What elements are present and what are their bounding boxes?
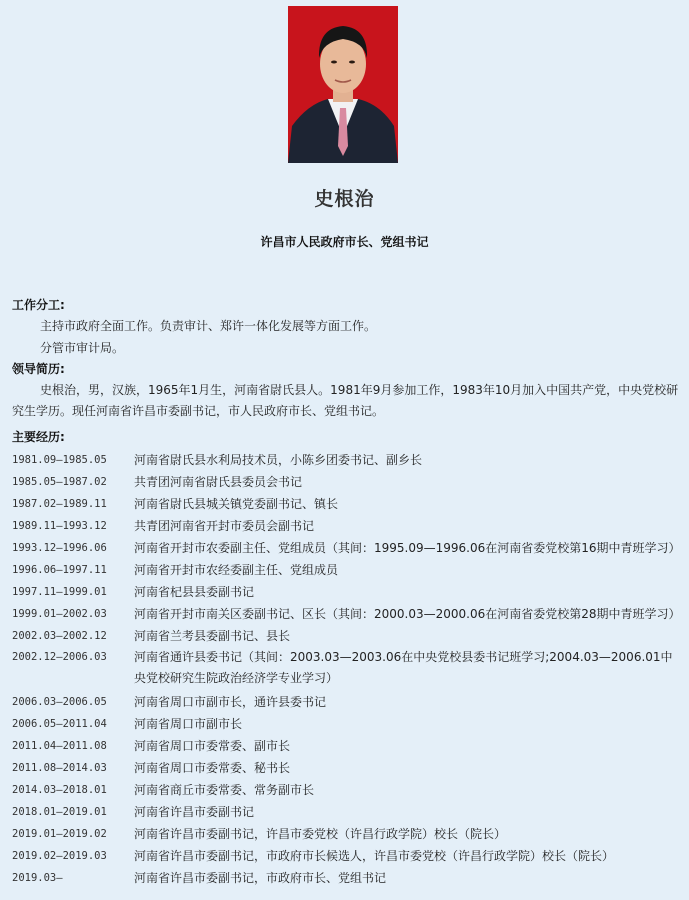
career-date: 1989.11—1993.12 bbox=[12, 520, 107, 532]
career-desc: 河南省许昌市委副书记 bbox=[134, 805, 255, 819]
career-date: 1981.09—1985.05 bbox=[12, 454, 107, 466]
career-row bbox=[12, 471, 684, 493]
career-desc: 河南省商丘市委常委、常务副市长 bbox=[134, 783, 315, 797]
career-date: 2002.12—2006.03 bbox=[12, 651, 107, 663]
person-title: 许昌市人民政府市长、党组书记 bbox=[260, 235, 429, 249]
career-date: 1985.05—1987.02 bbox=[12, 476, 107, 488]
career-row bbox=[12, 581, 684, 603]
career-desc: 河南省开封市农经委副主任、党组成员 bbox=[134, 563, 339, 577]
career-desc: 共青团河南省尉氏县委员会书记 bbox=[134, 475, 303, 489]
career-row bbox=[12, 647, 684, 691]
duties-line-2: 分管市审计局。 bbox=[40, 341, 125, 355]
career-date: 1993.12—1996.06 bbox=[12, 542, 107, 554]
career-heading: 主要经历: bbox=[12, 430, 65, 444]
career-row bbox=[12, 801, 684, 823]
career-date: 2006.03—2006.05 bbox=[12, 696, 107, 708]
career-date: 1996.06—1997.11 bbox=[12, 564, 107, 576]
career-row bbox=[12, 449, 684, 471]
career-desc: 河南省周口市委常委、副市长 bbox=[134, 739, 291, 753]
career-date: 2018.01—2019.01 bbox=[12, 806, 107, 818]
career-desc: 河南省通许县委书记（其间：2003.03—2003.06在中央党校县委书记班学习;2004.03—2006.01中央党校研究生院政治经济学专业学习） bbox=[134, 650, 673, 685]
bio-heading: 领导简历: bbox=[12, 362, 65, 376]
career-row bbox=[12, 713, 684, 735]
career-date: 2019.01—2019.02 bbox=[12, 828, 107, 840]
career-date: 2014.03—2018.01 bbox=[12, 784, 107, 796]
duties-line-1: 主持市政府全面工作。负责审计、郑许一体化发展等方面工作。 bbox=[40, 319, 377, 333]
career-desc: 河南省尉氏县水利局技术员，小陈乡团委书记、副乡长 bbox=[134, 453, 423, 467]
portrait-photo bbox=[288, 6, 398, 163]
person-name: 史根治 bbox=[314, 188, 375, 210]
career-desc: 河南省周口市委常委、秘书长 bbox=[134, 761, 291, 775]
career-date: 1997.11—1999.01 bbox=[12, 586, 107, 598]
career-desc: 共青团河南省开封市委员会副书记 bbox=[134, 519, 315, 533]
career-desc: 河南省开封市农委副主任、党组成员（其间：1995.09—1996.06在河南省委党校第16期中青班学习） bbox=[134, 541, 681, 555]
bio-text: 史根治，男，汉族，1965年1月生，河南省尉氏县人。1981年9月参加工作，1983年10月加入中国共产党，中央党校研究生学历。现任河南省许昌市委副书记，市人民政府市长、党组书记。 bbox=[12, 383, 679, 418]
career-row bbox=[12, 779, 684, 801]
portrait-image bbox=[288, 6, 398, 163]
career-desc: 河南省周口市副市长 bbox=[134, 717, 243, 731]
duties-heading: 工作分工: bbox=[12, 298, 65, 312]
career-date: 2006.05—2011.04 bbox=[12, 718, 107, 730]
career-desc: 河南省许昌市委副书记，市政府市长候选人，许昌市委党校（许昌行政学院）校长（院长） bbox=[134, 849, 615, 863]
career-date: 2019.02—2019.03 bbox=[12, 850, 107, 862]
career-row bbox=[12, 691, 684, 713]
career-row bbox=[12, 757, 684, 779]
career-row bbox=[12, 603, 684, 625]
career-desc: 河南省开封市南关区委副书记、区长（其间：2000.03—2000.06在河南省委党校第28期中青班学习） bbox=[134, 607, 681, 621]
career-row bbox=[12, 493, 684, 515]
career-date: 2011.04—2011.08 bbox=[12, 740, 107, 752]
career-row bbox=[12, 537, 684, 559]
career-row bbox=[12, 823, 684, 845]
career-row bbox=[12, 559, 684, 581]
career-date: 2002.03—2002.12 bbox=[12, 630, 107, 642]
career-desc: 河南省许昌市委副书记，市政府市长、党组书记 bbox=[134, 871, 387, 885]
career-row bbox=[12, 735, 684, 757]
career-list bbox=[12, 449, 684, 889]
career-desc: 河南省尉氏县城关镇党委副书记、镇长 bbox=[134, 497, 339, 511]
career-date: 1999.01—2002.03 bbox=[12, 608, 107, 620]
career-desc: 河南省兰考县委副书记、县长 bbox=[134, 629, 291, 643]
career-date: 2011.08—2014.03 bbox=[12, 762, 107, 774]
career-date: 1987.02—1989.11 bbox=[12, 498, 107, 510]
career-row bbox=[12, 867, 684, 889]
career-row bbox=[12, 845, 684, 867]
career-desc: 河南省周口市副市长，通许县委书记 bbox=[134, 695, 327, 709]
career-desc: 河南省杞县县委副书记 bbox=[134, 585, 255, 599]
career-date: 2019.03— bbox=[12, 872, 63, 884]
career-desc: 河南省许昌市委副书记，许昌市委党校（许昌行政学院）校长（院长） bbox=[134, 827, 507, 841]
career-row bbox=[12, 625, 684, 647]
career-row bbox=[12, 515, 684, 537]
